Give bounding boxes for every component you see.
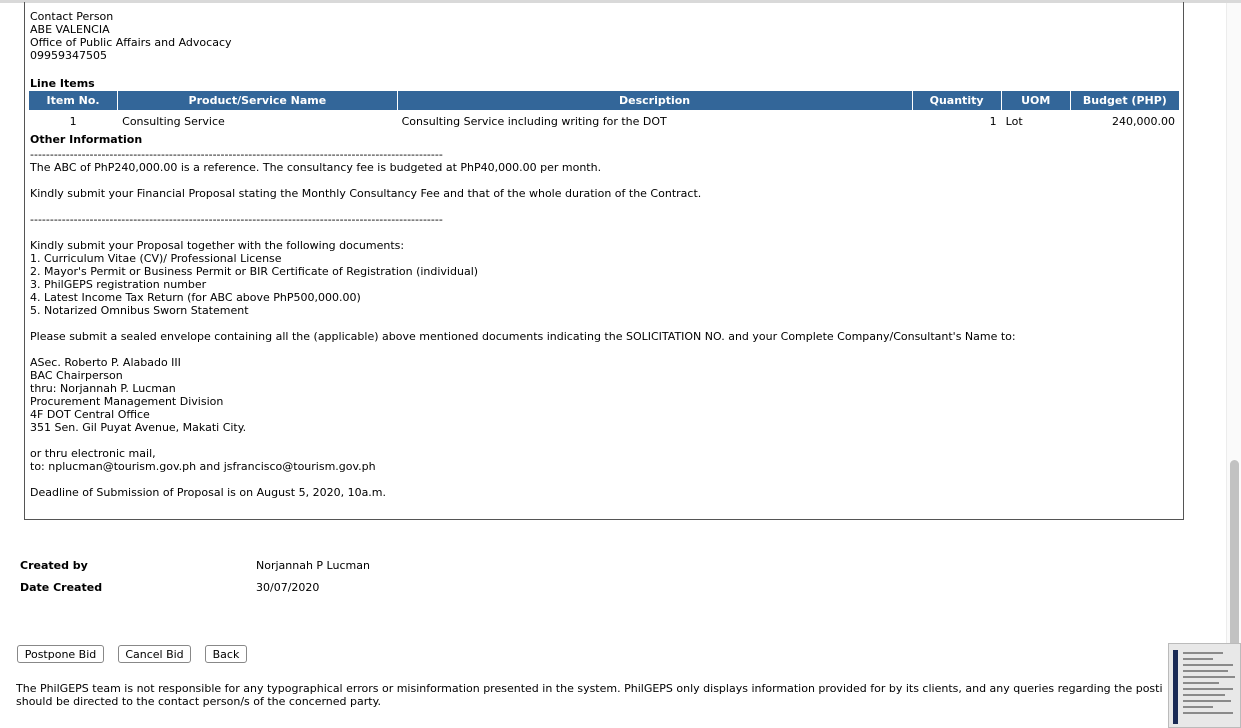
list-item: 4. Latest Income Tax Return (for ABC above PhP500,000.00) [30, 291, 361, 304]
thumbnail-line [1183, 652, 1223, 654]
list-item: 2. Mayor's Permit or Business Permit or BIR Certificate of Registration (individual) [30, 265, 479, 278]
email-intro: or thru electronic mail, [30, 447, 156, 460]
thumbnail-line [1183, 676, 1235, 678]
back-button[interactable]: Back [205, 645, 247, 663]
thumbnail-line [1183, 664, 1233, 666]
submission-instructions: Please submit a sealed envelope containing all the (applicable) above mentioned documents indicating the SOLICITATION NO. and your Complete Company/Consultant's Name to: [30, 330, 1016, 343]
cell-uom: Lot [1005, 114, 1023, 128]
postpone-bid-button[interactable]: Postpone Bid [17, 645, 104, 663]
thumbnail-line [1183, 682, 1219, 684]
abc-paragraph: The ABC of PhP240,000.00 is a reference. The consultancy fee is budgeted at PhP40,000.00 per month. [30, 161, 602, 174]
creation-metadata [20, 559, 620, 603]
created-by-label: Created by [20, 559, 88, 572]
thumbnail-line [1183, 670, 1228, 672]
cell-product-name: Consulting Service [122, 114, 225, 128]
cancel-bid-button[interactable]: Cancel Bid [118, 645, 191, 663]
thumbnail-line [1183, 658, 1213, 660]
submission-deadline: Deadline of Submission of Proposal is on August 5, 2020, 10a.m. [30, 486, 387, 499]
date-created-value: 30/07/2020 [256, 581, 320, 594]
bid-notice-content-box [24, 2, 1184, 520]
cell-description: Consulting Service including writing for the DOT [401, 114, 667, 128]
scrollbar-thumb[interactable] [1230, 460, 1239, 660]
address-line: ASec. Roberto P. Alabado III [30, 356, 181, 369]
financial-proposal-paragraph: Kindly submit your Financial Proposal stating the Monthly Consultancy Fee and that of the whole duration of the Contract. [30, 187, 702, 200]
thumbnail-sidebar [1173, 650, 1178, 724]
disclaimer [16, 682, 1168, 708]
date-created-label: Date Created [20, 581, 103, 594]
other-information-title: Other Information [30, 133, 143, 146]
contact-office: Office of Public Affairs and Advocacy [30, 36, 232, 49]
thumbnail-line [1183, 694, 1225, 696]
disclaimer-line-1: The PhilGEPS team is not responsible for any typographical errors or misinformation presented in the system. PhilGEPS only displays information provided for by its clients, and any queries regarding the posti [16, 682, 1163, 695]
contact-phone: 09959347505 [30, 49, 107, 62]
contact-name: ABE VALENCIA [30, 23, 110, 36]
thumbnail-line [1183, 700, 1231, 702]
line-items-title: Line Items [30, 77, 95, 90]
line-items-table [28, 90, 1180, 132]
column-header-product-name: Product/Service Name [118, 91, 396, 110]
column-header-uom: UOM [1002, 91, 1070, 110]
column-header-description: Description [398, 91, 912, 110]
list-item: 1. Curriculum Vitae (CV)/ Professional License [30, 252, 282, 265]
address-line: 351 Sen. Gil Puyat Avenue, Makati City. [30, 421, 247, 434]
created-by-value: Norjannah P Lucman [256, 559, 370, 572]
table-header-row [29, 91, 1179, 110]
screenshot-thumbnail-preview[interactable] [1168, 643, 1241, 728]
list-item: 3. PhilGEPS registration number [30, 278, 207, 291]
column-header-item-no: Item No. [29, 91, 117, 110]
column-header-quantity: Quantity [913, 91, 1001, 110]
documents-intro: Kindly submit your Proposal together with the following documents: [30, 239, 405, 252]
created-by-row [20, 559, 620, 581]
column-header-budget: Budget (PHP) [1071, 91, 1179, 110]
address-line: BAC Chairperson [30, 369, 123, 382]
disclaimer-line-2: should be directed to the contact person/s of the concerned party. [16, 695, 382, 708]
contact-heading: Contact Person [30, 10, 114, 23]
email-addresses: to: nplucman@tourism.gov.ph and jsfrancisco@tourism.gov.ph [30, 460, 376, 473]
thumbnail-line [1183, 688, 1233, 690]
bid-notice-inner [30, 10, 1178, 499]
address-line: Procurement Management Division [30, 395, 224, 408]
divider-top: -------------------------------------------------------------------------------------------------------- [30, 148, 443, 161]
list-item: 5. Notarized Omnibus Sworn Statement [30, 304, 249, 317]
thumbnail-line [1183, 706, 1213, 708]
date-created-row [20, 581, 620, 603]
address-line: thru: Norjannah P. Lucman [30, 382, 176, 395]
cell-budget: 240,000.00 [1112, 114, 1175, 128]
cell-item-no: 1 [69, 114, 77, 128]
cell-quantity: 1 [989, 114, 997, 128]
divider-bottom: -------------------------------------------------------------------------------------------------------- [30, 213, 443, 226]
table-row [29, 111, 1179, 131]
thumbnail-line [1183, 712, 1233, 714]
address-line: 4F DOT Central Office [30, 408, 150, 421]
